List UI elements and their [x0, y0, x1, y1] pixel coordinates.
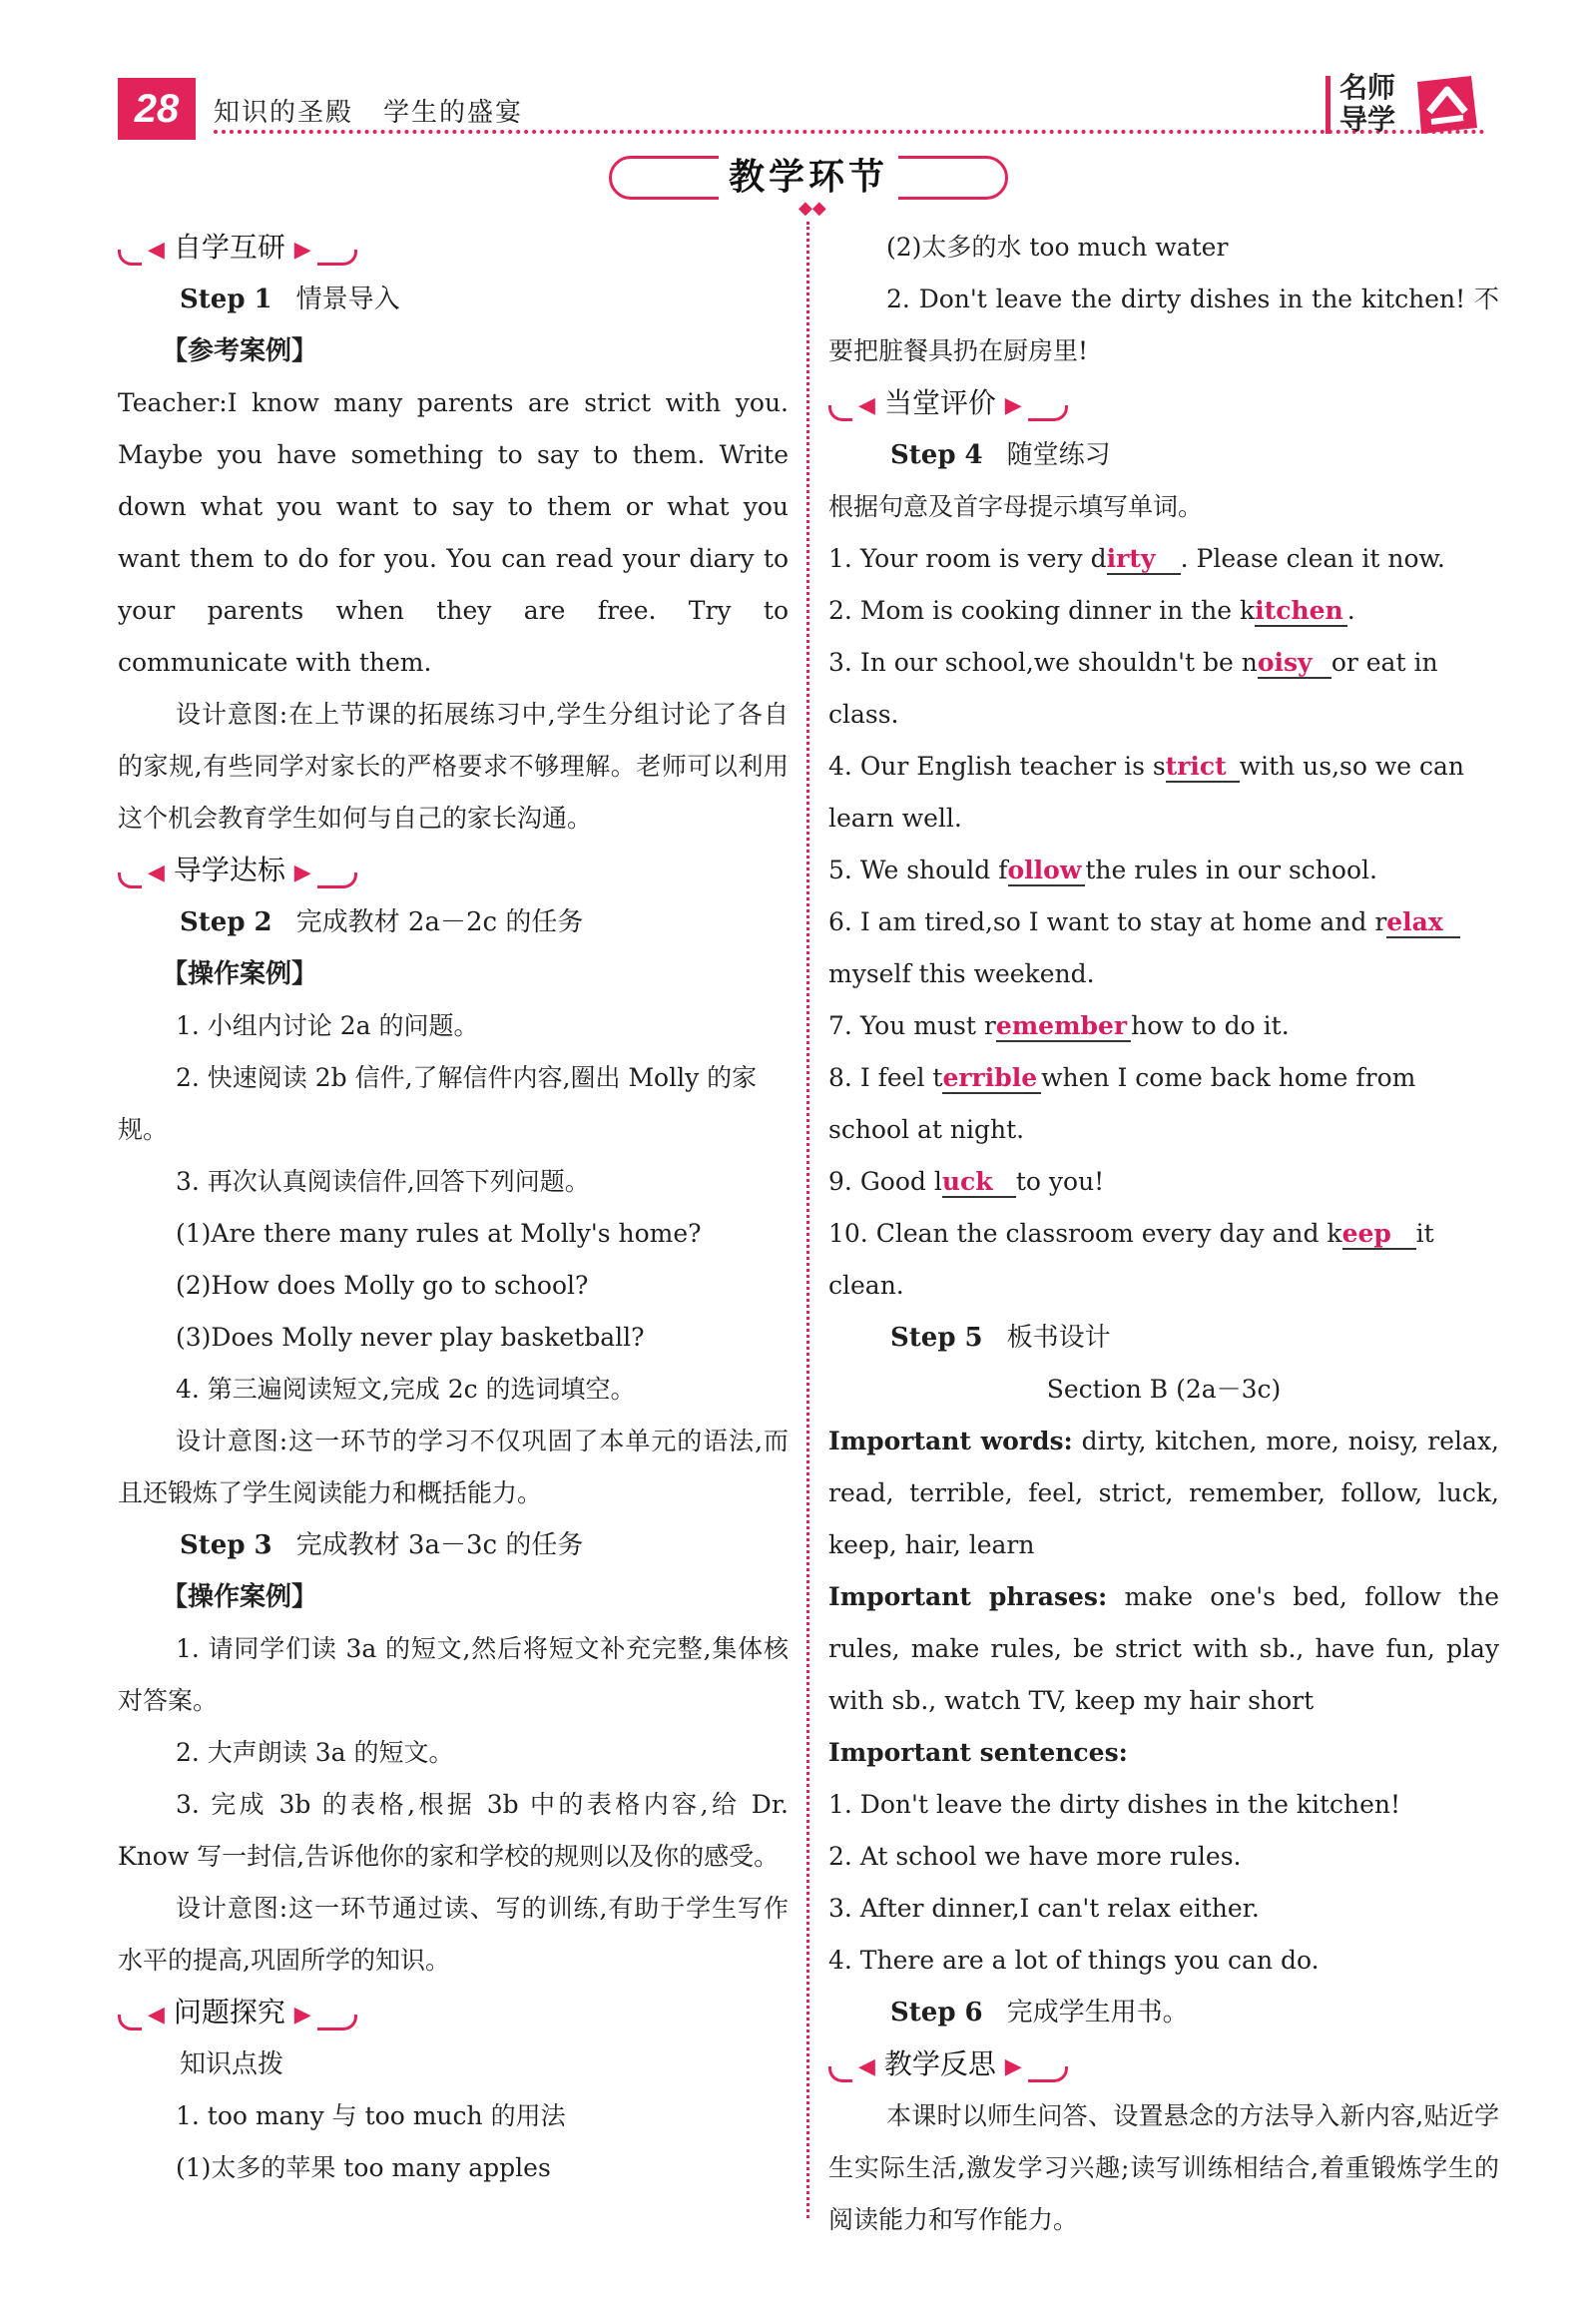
answer-fill: irty [1106, 544, 1156, 573]
step-4-heading: Step 4 随堂练习 [890, 440, 1111, 470]
exercise-item [828, 1000, 1499, 1052]
answer-blank[interactable] [942, 1168, 1016, 1198]
step-2-case-label: 【操作案例】 [162, 959, 318, 989]
brand-logo [1326, 72, 1485, 142]
important-phrases: Important phrases: make one's bed, follow the rules, make rules, be strict with sb., have fun, play with sb., watch TV, keep my hair short [828, 1582, 1499, 1715]
step-6-heading: Step 6 完成学生用书。 [890, 1998, 1189, 2028]
list-item: 2. 快速阅读 2b 信件,了解信件内容,圈出 Molly 的家规。 [118, 1063, 758, 1144]
arrow-left-icon: ◀ [858, 393, 875, 418]
list-item: 1. 小组内讨论 2a 的问题。 [176, 1011, 479, 1040]
exercise-number: 8. [828, 1063, 852, 1092]
exercise-number: 3. [828, 648, 852, 677]
arrow-right-icon: ▶ [293, 238, 311, 263]
arrow-right-icon: ▶ [1004, 2054, 1022, 2079]
exercise-number: 1. [828, 544, 852, 573]
arrow-left-icon: ◀ [148, 2003, 165, 2028]
exercise-text-after: . [1346, 596, 1355, 625]
slogan-part-b: 学生的盛宴 [383, 98, 524, 128]
sentence-item: 4. There are a lot of things you can do. [828, 1946, 1320, 1975]
section-label-text: 自学互研 [173, 231, 285, 264]
arrow-right-icon: ▶ [293, 861, 311, 885]
exercise-text-before: I am tired,so I want to stay at home and r [859, 907, 1387, 936]
section-label-text: 教学反思 [883, 2047, 996, 2080]
section-label-evaluation [828, 377, 1499, 429]
exercise-text-before: Good l [859, 1167, 942, 1196]
section-banner [609, 148, 1008, 219]
section-label-text: 当堂评价 [883, 386, 996, 419]
list-item: 3. 再次认真阅读信件,回答下列问题。 [176, 1167, 590, 1196]
exercise-text-after: or eat in class. [828, 648, 1438, 729]
exercise-text-before: You must r [859, 1011, 996, 1040]
exercise-item [828, 533, 1499, 585]
answer-blank[interactable] [1008, 857, 1086, 886]
logo-mark-icon [1411, 72, 1483, 138]
list-item: 2. 大声朗读 3a 的短文。 [176, 1738, 454, 1767]
knowledge-heading: 知识点拨 [180, 2049, 284, 2079]
arrow-left-icon: ◀ [148, 861, 165, 885]
design-intent-1: 设计意图:在上节课的拓展练习中,学生分组讨论了各自的家规,有些同学对家长的严格要求不够理解。老师可以利用这个机会教育学生如何与自己的家长沟通。 [118, 700, 789, 833]
arrow-left-icon: ◀ [148, 238, 165, 263]
sentence-item: 2. At school we have more rules. [828, 1842, 1242, 1871]
step-1-case-label: 【参考案例】 [162, 336, 318, 366]
step-1-heading: Step 1 情景导入 [180, 285, 400, 314]
exercise-text-after: to you! [1015, 1167, 1105, 1196]
list-item: 3. 完成 3b 的表格,根据 3b 中的表格内容,给 Dr. Know 写一封信,告诉他你的家和学校的规则以及你的感受。 [118, 1790, 789, 1871]
answer-fill: elax [1386, 907, 1443, 936]
exercise-text-before: Our English teacher is s [859, 752, 1166, 781]
step-3-case-label: 【操作案例】 [162, 1582, 318, 1612]
list-item: 4. 第三遍阅读短文,完成 2c 的选词填空。 [176, 1375, 636, 1404]
section-label-inquiry [118, 1987, 789, 2038]
banner-ornament-icon: ◆◆ [798, 198, 826, 219]
exercise-item [828, 845, 1499, 896]
design-intent-3: 设计意图:这一环节通过读、写的训练,有助于学生写作水平的提高,巩固所学的知识。 [118, 1894, 789, 1975]
exercise-item [828, 896, 1499, 1000]
reflection-text: 本课时以师生问答、设置悬念的方法导入新内容,贴近学生实际生活,激发学习兴趣;读写训练相结合,着重锻炼学生的阅读能力和写作能力。 [828, 2101, 1499, 2234]
knowledge-example-a: (1)太多的苹果 too many apples [176, 2153, 551, 2182]
list-item: (2)How does Molly go to school? [176, 1271, 589, 1300]
important-words: Important words: dirty, kitchen, more, noisy, relax, read, terrible, feel, strict, remember, follow, luck, keep, hair, learn [828, 1427, 1499, 1559]
exercise-number: 5. [828, 856, 852, 884]
banner-title: 教学环节 [719, 148, 898, 208]
answer-blank[interactable] [1255, 597, 1347, 627]
exercise-item [828, 1156, 1499, 1208]
answer-fill: uck [941, 1167, 993, 1196]
logo-text [1339, 72, 1409, 136]
page-number: 28 [118, 78, 196, 140]
exercise-item [828, 741, 1499, 845]
exercise-text-after: with us,so we can learn well. [828, 752, 1465, 833]
exercise-text-before: I feel t [859, 1063, 943, 1092]
arrow-right-icon: ▶ [293, 2003, 311, 2028]
exercise-text-before: Clean the classroom every day and k [875, 1219, 1342, 1248]
column-divider [806, 222, 809, 2218]
answer-fill: ollow [1007, 856, 1082, 884]
exercise-item [828, 637, 1499, 741]
answer-blank[interactable] [1258, 649, 1331, 679]
section-label-guided [118, 845, 789, 896]
exercise-list [828, 533, 1499, 1312]
exercise-item [828, 585, 1499, 637]
exercise-text-after: . Please clean it now. [1180, 544, 1445, 573]
exercise-number: 4. [828, 752, 852, 781]
section-label-text: 问题探究 [173, 1996, 285, 2029]
design-intent-2: 设计意图:这一环节的学习不仅巩固了本单元的语法,而且还锻炼了学生阅读能力和概括能力。 [118, 1427, 789, 1507]
list-item: (1)Are there many rules at Molly's home? [176, 1219, 702, 1248]
left-column [118, 222, 789, 2194]
answer-blank[interactable] [1107, 545, 1181, 575]
board-title: Section B (2a－3c) [1046, 1375, 1282, 1404]
exercise-text-before: We should f [859, 856, 1008, 884]
answer-blank[interactable] [1386, 908, 1460, 938]
knowledge-point-2: 2. Don't leave the dirty dishes in the kitchen! 不要把脏餐具扔在厨房里! [828, 285, 1499, 365]
list-item: 1. 请同学们读 3a 的短文,然后将短文补充完整,集体核对答案。 [118, 1634, 789, 1715]
answer-blank[interactable] [1166, 753, 1240, 783]
exercise-instruction: 根据句意及首字母提示填写单词。 [828, 492, 1204, 521]
exercise-text-after: myself this weekend. [828, 959, 1095, 988]
important-sentences-label: Important sentences: [828, 1738, 1128, 1767]
answer-fill: emember [995, 1011, 1128, 1040]
step-5-heading: Step 5 板书设计 [890, 1323, 1111, 1353]
sentence-item: 3. After dinner,I can't relax either. [828, 1894, 1260, 1923]
exercise-text-before: Your room is very d [859, 544, 1107, 573]
answer-fill: oisy [1257, 648, 1313, 677]
step-2-heading: Step 2 完成教材 2a－2c 的任务 [180, 907, 584, 937]
logo-line-2: 导学 [1339, 103, 1396, 136]
exercise-text-after: it clean. [828, 1219, 1434, 1300]
right-column [828, 222, 1499, 2246]
exercise-text-after: the rules in our school. [1085, 856, 1377, 884]
arrow-right-icon: ▶ [1004, 393, 1022, 418]
exercise-number: 2. [828, 596, 852, 625]
step-3-heading: Step 3 完成教材 3a－3c 的任务 [180, 1530, 584, 1560]
answer-fill: errible [942, 1063, 1038, 1092]
exercise-text-before: Mom is cooking dinner in the k [859, 596, 1256, 625]
page-header [118, 71, 1485, 140]
answer-blank[interactable] [996, 1012, 1131, 1042]
exercise-text-after: when I come back home from school at night. [828, 1063, 1416, 1144]
exercise-item [828, 1052, 1499, 1156]
knowledge-point-1: 1. too many 与 too much 的用法 [176, 2101, 566, 2130]
header-dotted-line [214, 130, 1485, 134]
answer-fill: trict [1165, 752, 1227, 781]
arrow-left-icon: ◀ [858, 2054, 875, 2079]
exercise-item [828, 1208, 1499, 1312]
header-slogan [214, 92, 523, 129]
answer-fill: itchen [1255, 596, 1343, 625]
answer-blank[interactable] [942, 1064, 1041, 1094]
logo-bar [1326, 76, 1330, 134]
slogan-part-a: 知识的圣殿 [214, 98, 354, 128]
section-label-text: 导学达标 [173, 854, 285, 886]
teacher-text: Teacher:I know many parents are strict with you. Maybe you have something to say to them. Write down what you want to say to them or what you want them to do for you. You can read your diary to your parents when they are free. Try to communicate with them. [118, 388, 789, 677]
section-label-reflection [828, 2038, 1499, 2090]
exercise-number: 7. [828, 1011, 852, 1040]
section-label-self-study [118, 222, 789, 274]
exercise-number: 9. [828, 1167, 852, 1196]
answer-blank[interactable] [1342, 1220, 1416, 1250]
sentence-item: 1. Don't leave the dirty dishes in the kitchen! [828, 1790, 1401, 1819]
list-item: (3)Does Molly never play basketball? [176, 1323, 645, 1352]
logo-line-1: 名师 [1339, 71, 1396, 104]
answer-fill: eep [1341, 1219, 1391, 1248]
exercise-number: 6. [828, 907, 852, 936]
knowledge-example-b: (2)太多的水 too much water [886, 233, 1229, 262]
exercise-text-before: In our school,we shouldn't be n [859, 648, 1258, 677]
exercise-text-after: how to do it. [1131, 1011, 1290, 1040]
exercise-number: 10. [828, 1219, 868, 1248]
